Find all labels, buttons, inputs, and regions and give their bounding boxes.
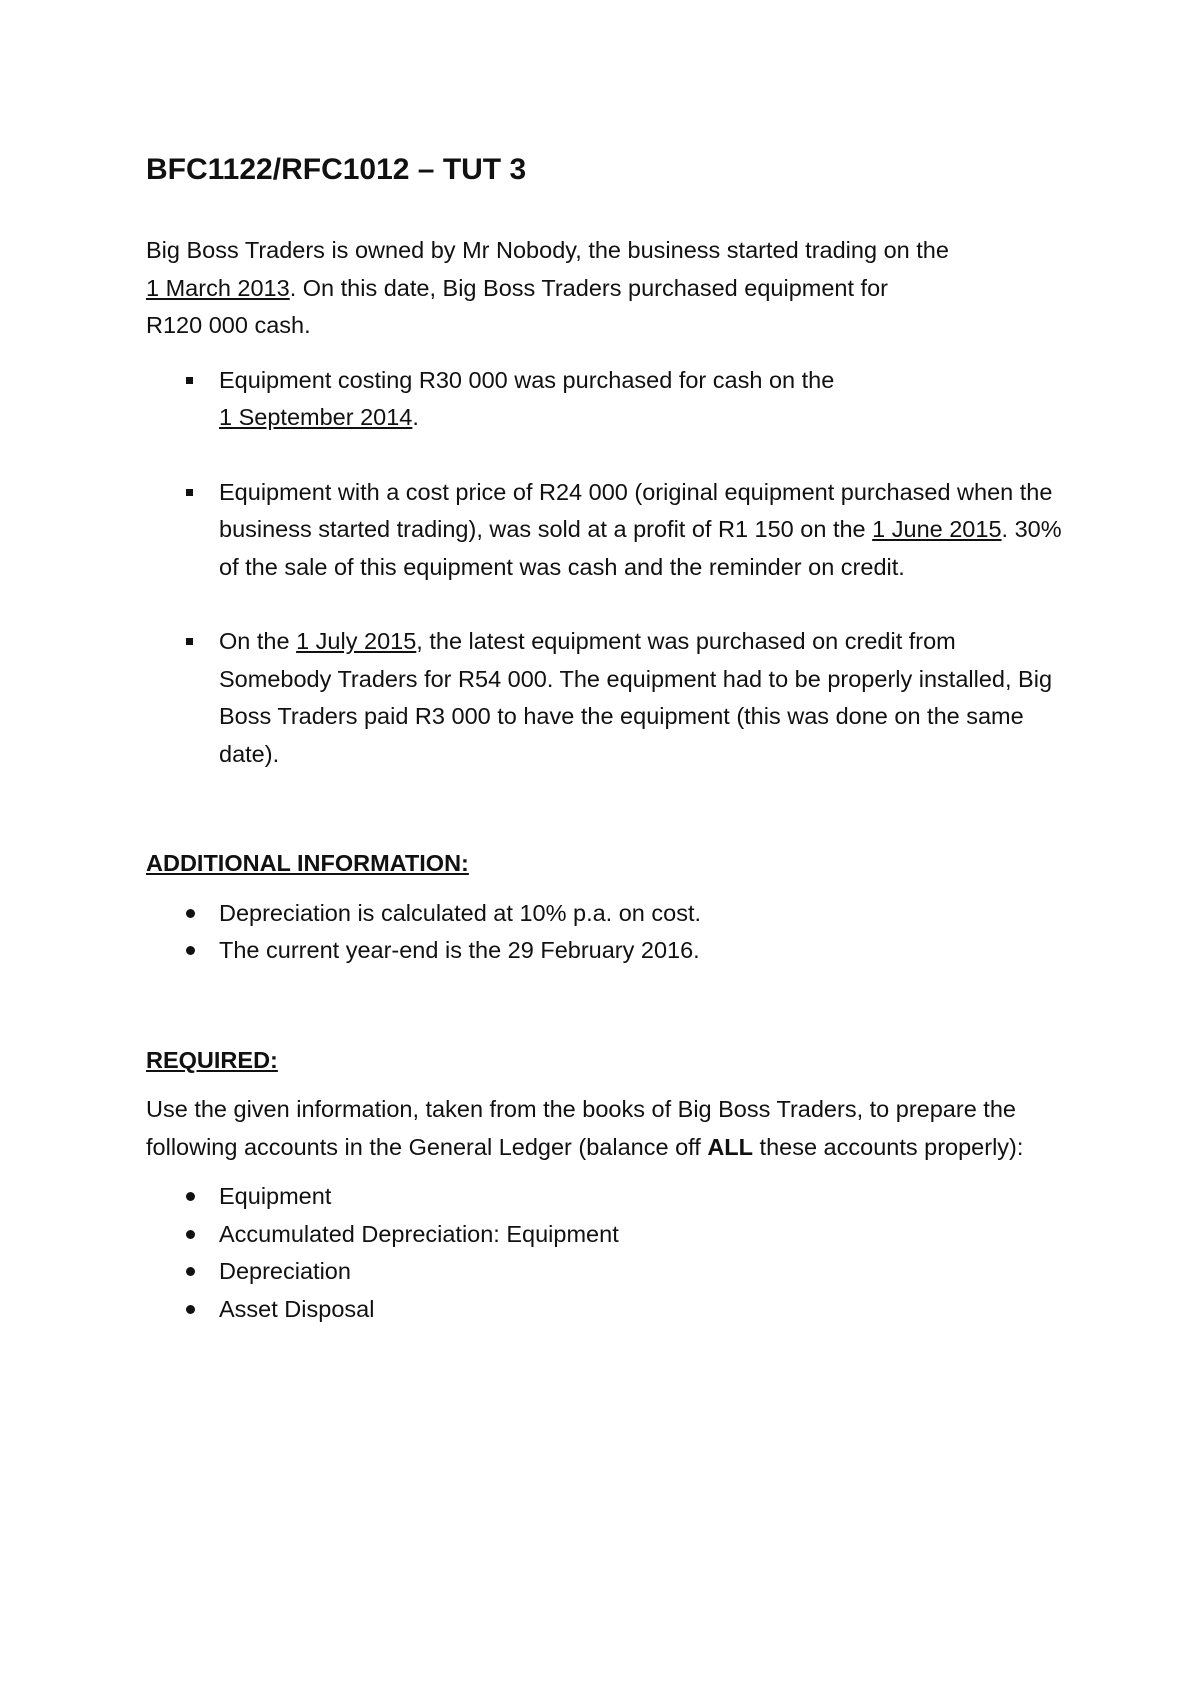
- transaction-item: Equipment costing R30 000 was purchased for cash on the 1 September 2014.: [146, 362, 1066, 437]
- transaction-date: 1 September 2014: [219, 404, 413, 430]
- intro-paragraph: [146, 232, 1066, 345]
- list-item: The current year-end is the 29 February 2016.: [146, 932, 1066, 970]
- account-item-asset-disposal: Asset Disposal: [146, 1291, 1066, 1329]
- account-item-depreciation: Depreciation: [146, 1253, 1066, 1291]
- intro-line-2: . On this date, Big Boss Traders purchased equipment for: [289, 274, 888, 301]
- additional-information-heading: ADDITIONAL INFORMATION:: [146, 850, 469, 876]
- intro-date: 1 March 2013: [146, 274, 290, 301]
- required-heading: REQUIRED:: [146, 1046, 278, 1073]
- page-title: BFC1122/RFC1012 – TUT 3: [146, 153, 527, 186]
- transaction-list: [146, 362, 1066, 774]
- account-item-accumulated-depreciation: Accumulated Depreciation: Equipment: [146, 1216, 1066, 1254]
- accounts-list: [146, 1178, 1066, 1328]
- account-item-equipment: Equipment: [146, 1178, 1066, 1216]
- intro-line-3: R120 000 cash.: [146, 312, 311, 338]
- required-emphasis: ALL: [707, 1133, 754, 1160]
- list-item: Depreciation is calculated at 10% p.a. on cost.: [146, 895, 1066, 933]
- required-paragraph: Use the given information, taken from the books of Big Boss Traders, to prepare the following accounts in the General Ledger (balance off ALL these accounts properly):: [146, 1096, 1024, 1160]
- transaction-date: 1 July 2015: [296, 628, 417, 654]
- transaction-date: 1 June 2015: [872, 516, 1002, 542]
- additional-information-list: [146, 895, 1066, 970]
- intro-line-1: Big Boss Traders is owned by Mr Nobody, the business started trading on the: [146, 237, 949, 263]
- transaction-item: On the 1 July 2015, the latest equipment was purchased on credit from Somebody Traders for R54 000. The equipment had to be properly installed, Big Boss Traders paid R3 000 to have the equipment (this was done on the same date).: [146, 623, 1066, 773]
- document-content: [146, 150, 1066, 1328]
- transaction-item: Equipment with a cost price of R24 000 (original equipment purchased when the business started trading), was sold at a profit of R1 150 on the 1 June 2015. 30% of the sale of this equipment was cash and the reminder on credit.: [146, 474, 1066, 587]
